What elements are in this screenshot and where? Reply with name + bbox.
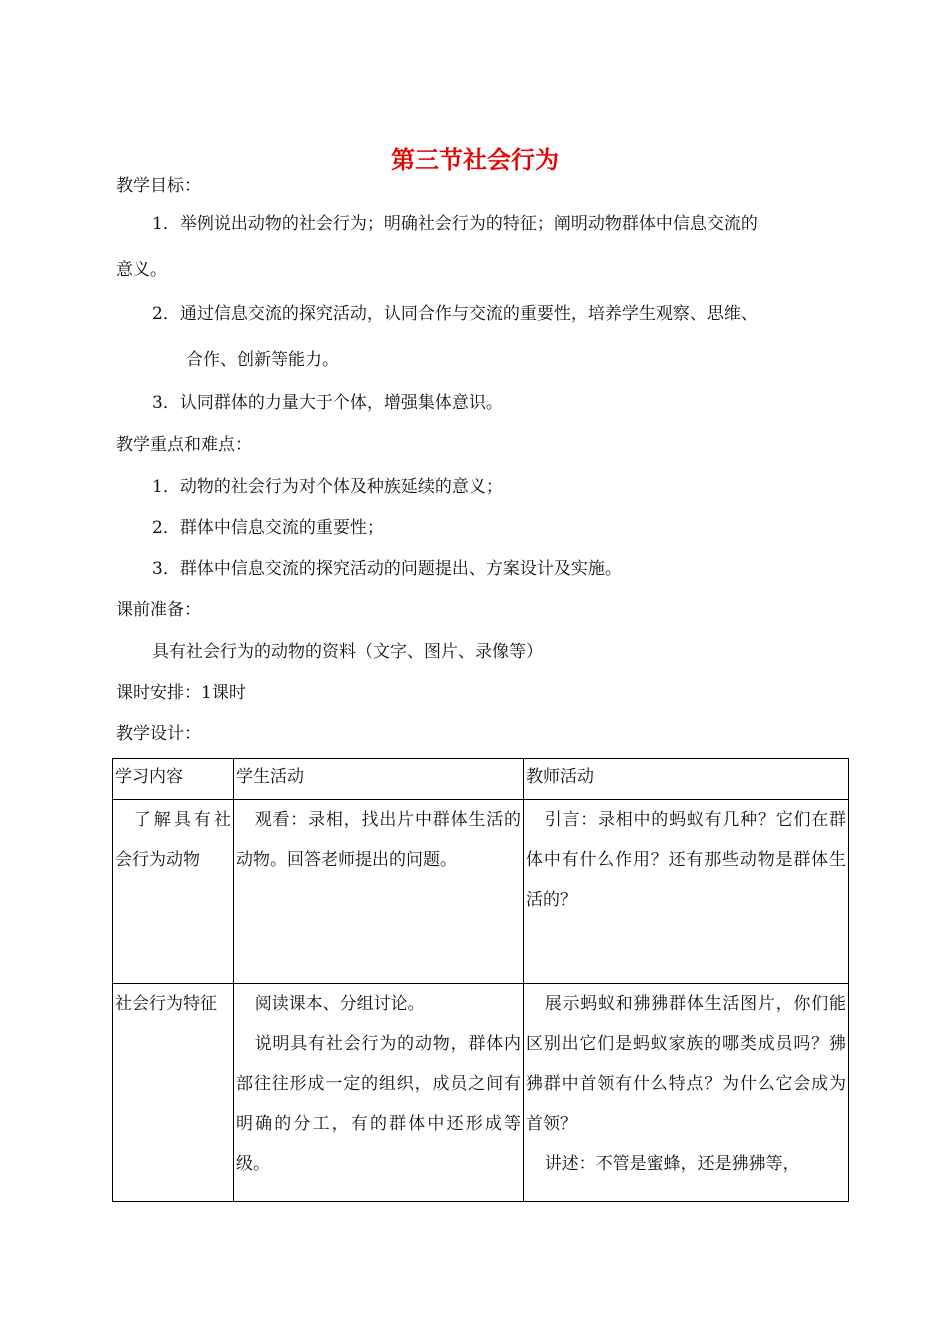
table-row bbox=[113, 984, 849, 1202]
cell-text: 展示蚂蚁和狒狒群体生活图片，你们能区别出它们是蚂蚁家族的哪类成员吗？狒狒群中首领有什么特点？为什么它会成为首领？ bbox=[526, 994, 846, 1134]
cell-student bbox=[234, 984, 524, 1202]
schedule: 课时安排：1课时 bbox=[116, 683, 246, 703]
header-student: 学生活动 bbox=[234, 759, 524, 800]
page-title: 第三节社会行为 bbox=[391, 146, 559, 174]
cell-text: 了解具有社会行为动物 bbox=[115, 810, 231, 870]
cell-teacher bbox=[524, 800, 849, 984]
key-points-heading: 教学重点和难点： bbox=[116, 435, 252, 455]
table-header-row bbox=[113, 759, 849, 800]
objective-3: 3．认同群体的力量大于个体，增强集体意识。 bbox=[152, 393, 503, 413]
objective-1-line1: 1．举例说出动物的社会行为；明确社会行为的特征；阐明动物群体中信息交流的 bbox=[152, 214, 758, 234]
objectives-heading: 教学目标： bbox=[116, 176, 201, 196]
objective-2-line2: 合作、创新等能力。 bbox=[186, 350, 339, 370]
objective-1-line2: 意义。 bbox=[116, 260, 167, 280]
cell-text: 阅读课本、分组讨论。 bbox=[254, 994, 425, 1014]
teaching-design-table bbox=[112, 758, 849, 1202]
table-row bbox=[113, 800, 849, 984]
key-point-1: 1．动物的社会行为对个体及种族延续的意义； bbox=[152, 477, 503, 497]
header-teacher: 教师活动 bbox=[524, 759, 849, 800]
preparation-heading: 课前准备： bbox=[116, 600, 201, 620]
cell-text: 观看：录相，找出片中群体生活的动物。回答老师提出的问题。 bbox=[236, 810, 521, 870]
cell-content bbox=[113, 800, 234, 984]
preparation-text: 具有社会行为的动物的资料（文字、图片、录像等） bbox=[152, 642, 543, 662]
cell-text: 说明具有社会行为的动物，群体内部往往形成一定的组织，成员之间有明确的分工，有的群体中还形成等级。 bbox=[236, 1034, 521, 1174]
design-heading: 教学设计： bbox=[116, 724, 201, 744]
cell-content bbox=[113, 984, 234, 1202]
cell-student bbox=[234, 800, 524, 984]
objective-2-line1: 2．通过信息交流的探究活动，认同合作与交流的重要性，培养学生观察、思维、 bbox=[152, 304, 758, 324]
key-point-3: 3．群体中信息交流的探究活动的问题提出、方案设计及实施。 bbox=[152, 559, 622, 579]
key-point-2: 2．群体中信息交流的重要性； bbox=[152, 518, 384, 538]
cell-teacher bbox=[524, 984, 849, 1202]
cell-text: 引言：录相中的蚂蚁有几种？它们在群体中有什么作用？还有那些动物是群体生活的？ bbox=[526, 810, 846, 910]
cell-text: 讲述：不管是蜜蜂，还是狒狒等， bbox=[544, 1154, 800, 1174]
cell-text: 社会行为特征 bbox=[115, 994, 217, 1014]
header-content: 学习内容 bbox=[113, 759, 234, 800]
